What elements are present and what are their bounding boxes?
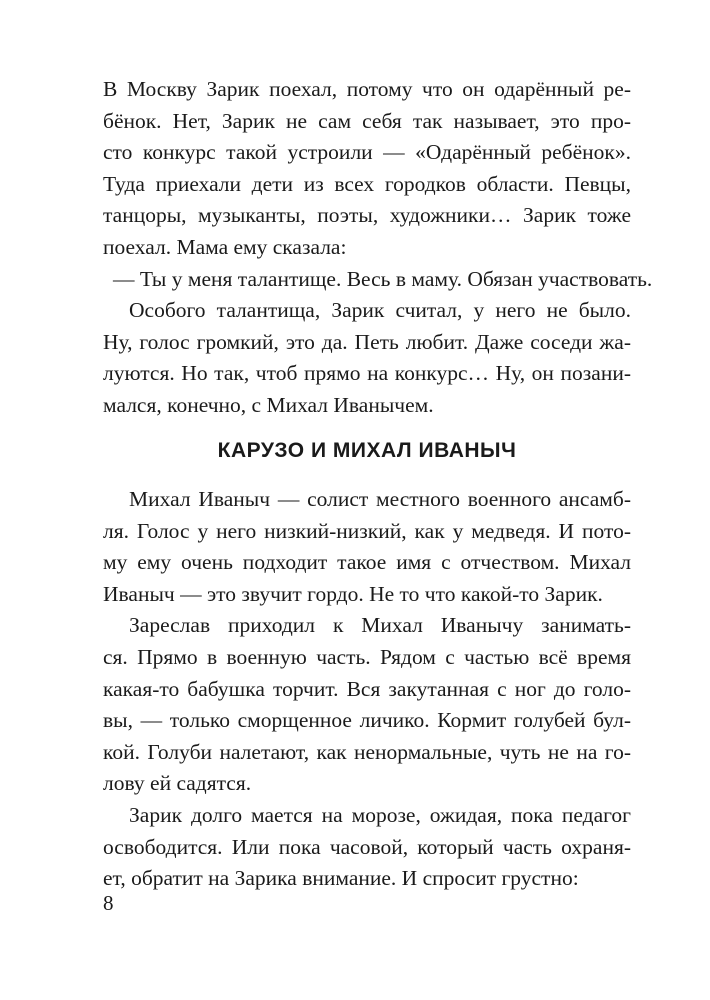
text-line: кой. Голуби налетают, как ненормальные, чуть не на го- — [103, 739, 631, 764]
text-line: Зарик долго мается на морозе, ожидая, пока педагог — [129, 802, 631, 827]
text-line: освободится. Или пока часовой, который часть охраня- — [103, 834, 631, 859]
text-line: Особого талантища, Зарик считал, у него не было. — [129, 298, 631, 323]
text-line: Иваныч — это звучит гордо. Не то что какой-то Зарик. — [103, 581, 603, 606]
paragraph-block-chapter — [103, 484, 631, 895]
text-line: Ну, голос громкий, это да. Петь любит. Даже соседи жа- — [103, 329, 631, 354]
text-line: ля. Голос у него низкий-низкий, как у медведя. И пото- — [103, 518, 631, 543]
text-line: поехал. Мама ему сказала: — [103, 234, 347, 259]
text-line: Туда приехали дети из всех городков области. Певцы, — [103, 171, 631, 196]
text-line: танцоры, музыканты, поэты, художники… Зарик тоже — [103, 203, 631, 228]
text-line: бёнок. Нет, Зарик не сам себя так называет, это про- — [103, 108, 631, 133]
text-line: В Москву Зарик поехал, потому что он одарённый ре- — [103, 77, 631, 101]
text-line: Зареслав приходил к Михал Иванычу занимать- — [129, 613, 631, 638]
text-line: какая-то бабушка торчит. Вся закутанная с ног до голо- — [103, 676, 631, 701]
text-line: вы, — только сморщенное личико. Кормит голубей бул- — [103, 708, 631, 733]
paragraph-block-intro — [103, 74, 653, 422]
text-line: сто конкурс такой устроили — «Одарённый ребёнок». — [103, 140, 631, 165]
text-line: луются. Но так, чтоб прямо на конкурс… Ну, он позани- — [103, 361, 631, 386]
chapter-heading: КАРУЗО И МИХАЛ ИВАНЫЧ — [217, 439, 517, 462]
text-line: мался, конечно, с Михал Иванычем. — [103, 392, 434, 417]
text-line: му ему очень подходит такое имя с отчеством. Михал — [103, 550, 631, 575]
text-line: лову ей садятся. — [103, 771, 252, 796]
text-line: Михал Иваныч — солист местного военного ансамб- — [129, 487, 631, 511]
text-line: ся. Прямо в военную часть. Рядом с частью всё время — [103, 644, 631, 669]
text-line: ет, обратит на Зарика внимание. И спросит грустно: — [103, 866, 579, 891]
dialogue-line: — Ты у меня талантище. Весь в маму. Обязан участвовать. — [113, 266, 653, 291]
page-number: 8 — [103, 891, 114, 915]
